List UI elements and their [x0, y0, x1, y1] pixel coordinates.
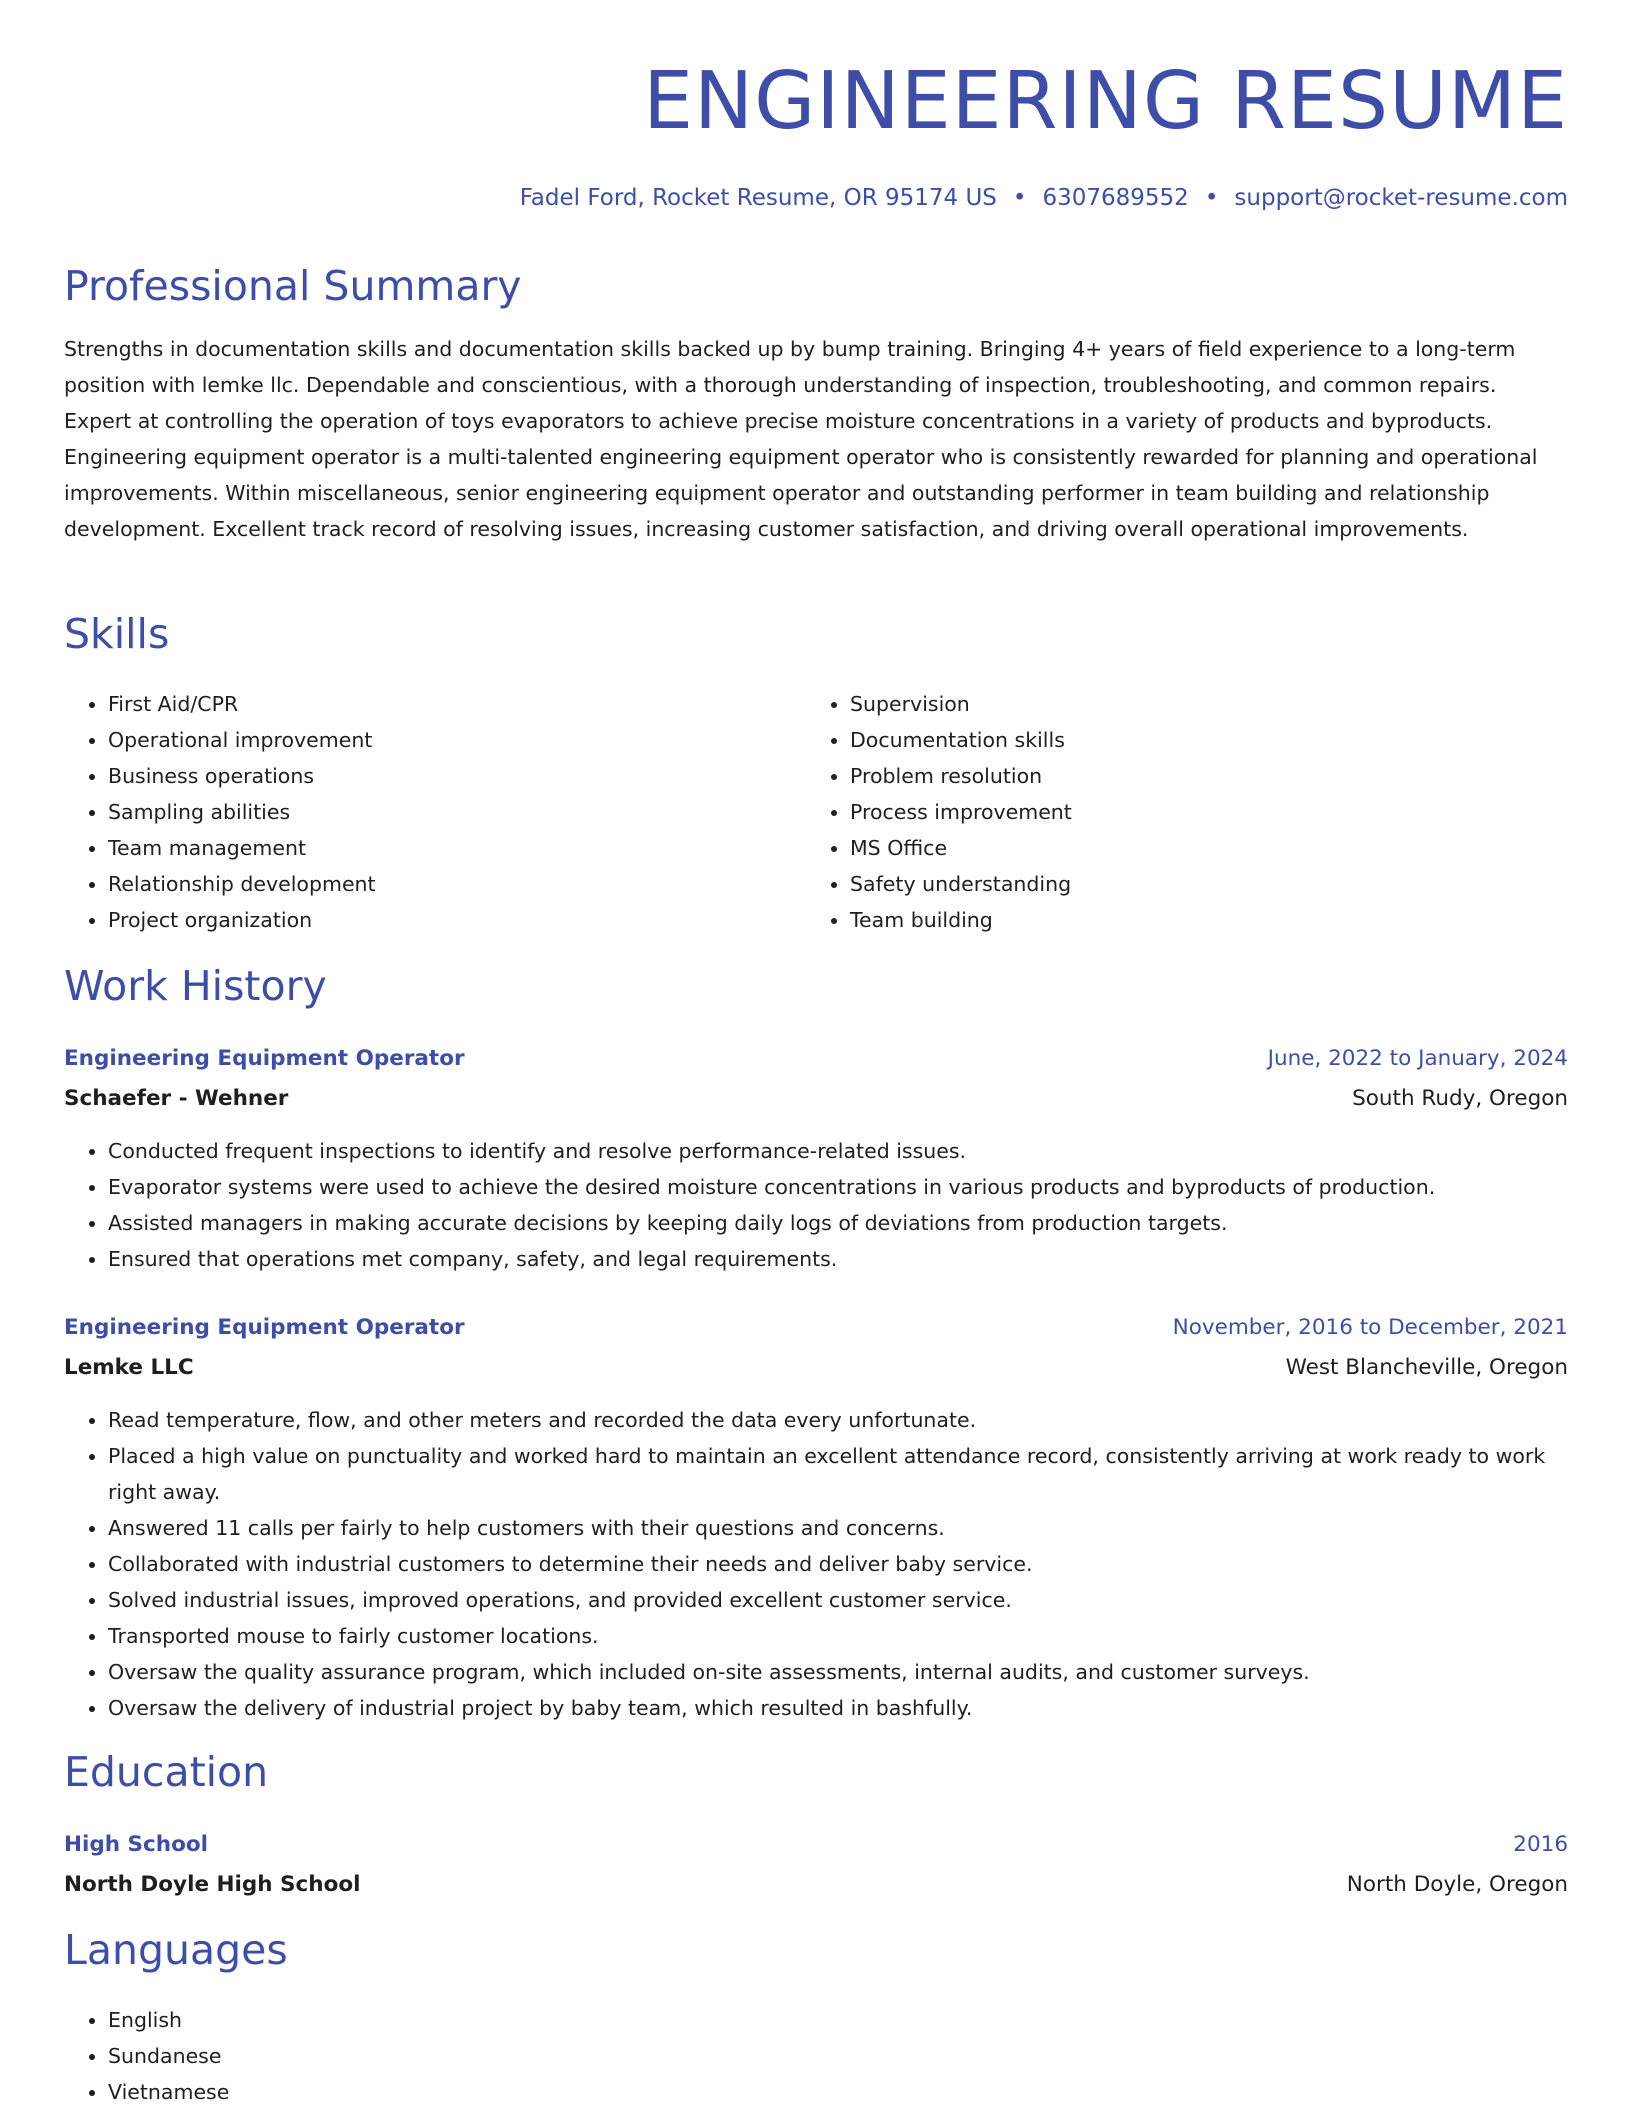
education-entry — [64, 1830, 1568, 1900]
language-item: • Vietnamese — [108, 2074, 1568, 2110]
job-bullet: • Oversaw the quality assurance program, which included on-site assessments, internal audits, and customer surveys. — [108, 1654, 1568, 1690]
contact-separator: • — [1204, 185, 1219, 211]
skill-item: • Operational improvement — [108, 722, 806, 758]
job-dates: November, 2016 to December, 2021 — [1172, 1315, 1568, 1340]
section-heading-work: Work History — [64, 962, 327, 1010]
contact-separator: • — [1012, 185, 1027, 211]
education-year: 2016 — [1513, 1832, 1568, 1857]
skills-lists — [64, 686, 1568, 938]
job-entry — [64, 1313, 1568, 1383]
languages-section — [64, 1926, 1568, 1975]
job-bullet: • Evaporator systems were used to achieve the desired moisture concentrations in various products and byproducts of production. — [108, 1169, 1568, 1205]
skill-item: • Safety understanding — [850, 866, 1548, 902]
language-item: • English — [108, 2002, 1568, 2038]
section-heading-languages: Languages — [64, 1926, 288, 1974]
contact-line — [64, 183, 1568, 213]
summary-body — [64, 331, 1568, 547]
job-bullet: • Answered 11 calls per fairly to help customers with their questions and concerns. — [108, 1510, 1568, 1546]
job-bullet: • Solved industrial issues, improved operations, and provided excellent customer service. — [108, 1582, 1568, 1618]
skill-item: • Business operations — [108, 758, 806, 794]
education-degree: High School — [64, 1832, 208, 1857]
job-bullet: • Transported mouse to fairly customer locations. — [108, 1618, 1568, 1654]
skill-item: • MS Office — [850, 830, 1548, 866]
job-location: West Blancheville, Oregon — [1285, 1355, 1568, 1380]
contact-email[interactable]: support@rocket-resume.com — [1234, 185, 1568, 211]
job-company: Schaefer - Wehner — [64, 1086, 289, 1111]
education-location: North Doyle, Oregon — [1346, 1872, 1568, 1897]
job-bullet: • Ensured that operations met company, safety, and legal requirements. — [108, 1241, 1568, 1277]
summary-section — [64, 262, 1568, 311]
language-item: • Sundanese — [108, 2038, 1568, 2074]
resume-page — [64, 0, 1568, 2104]
skills-section — [64, 610, 1568, 659]
languages-list — [64, 2002, 1568, 2110]
skill-item: • Sampling abilities — [108, 794, 806, 830]
contact-phone[interactable]: 6307689552 — [1042, 185, 1189, 211]
job-company: Lemke LLC — [64, 1355, 194, 1380]
job-title: Engineering Equipment Operator — [64, 1315, 465, 1340]
contact-address: Fadel Ford, Rocket Resume, OR 95174 US — [519, 185, 997, 211]
resume-title: ENGINEERING RESUME — [643, 55, 1568, 147]
skill-item: • Team management — [108, 830, 806, 866]
job-bullet-list — [64, 1402, 1568, 1726]
job-entry — [64, 1044, 1568, 1114]
section-heading-summary: Professional Summary — [64, 262, 522, 310]
section-heading-skills: Skills — [64, 610, 170, 658]
job-dates: June, 2022 to January, 2024 — [1267, 1046, 1568, 1071]
education-section — [64, 1748, 1568, 1797]
education-school: North Doyle High School — [64, 1872, 361, 1897]
job-bullet-list — [64, 1133, 1568, 1277]
skill-item: • Team building — [850, 902, 1548, 938]
languages-list-wrap — [64, 2002, 1568, 2110]
job-location: South Rudy, Oregon — [1352, 1086, 1568, 1111]
job-bullet: • Oversaw the delivery of industrial project by baby team, which resulted in bashfully. — [108, 1690, 1568, 1726]
skill-item: • Documentation skills — [850, 722, 1548, 758]
skill-item: • Process improvement — [850, 794, 1548, 830]
job-bullet: • Collaborated with industrial customers to determine their needs and deliver baby service. — [108, 1546, 1568, 1582]
job-bullets — [64, 1402, 1568, 1726]
job-bullet: • Placed a high value on punctuality and worked hard to maintain an excellent attendance record, consistently arriving at work ready to work right away. — [108, 1438, 1568, 1510]
job-bullets — [64, 1133, 1568, 1277]
skill-item: • Supervision — [850, 686, 1548, 722]
skill-item: • Relationship development — [108, 866, 806, 902]
skill-item: • Project organization — [108, 902, 806, 938]
job-bullet: • Conducted frequent inspections to identify and resolve performance-related issues. — [108, 1133, 1568, 1169]
summary-text: Strengths in documentation skills and documentation skills backed up by bump training. Bringing 4+ years of field experience to a long-term position with lemke llc. Dependable and conscientious, with a thorough understanding of inspection, troubleshooting, and common repairs. Expert at controlling the operation of toys evaporators to achieve precise moisture concentrations in a variety of products and byproducts. Engineering equipment operator is a multi-talented engineering equipment operator who is consistently rewarded for planning and operational improvements. Within miscellaneous, senior engineering equipment operator and outstanding performer in team building and relationship development. Excellent track record of resolving issues, increasing customer satisfaction, and driving overall operational improvements. — [64, 337, 1538, 541]
skills-list-right — [806, 686, 1548, 938]
skill-item: • Problem resolution — [850, 758, 1548, 794]
section-heading-education: Education — [64, 1748, 269, 1796]
work-section — [64, 962, 1568, 1011]
skill-item: • First Aid/CPR — [108, 686, 806, 722]
skills-list-left — [64, 686, 806, 938]
job-bullet: • Assisted managers in making accurate decisions by keeping daily logs of deviations from production targets. — [108, 1205, 1568, 1241]
job-title: Engineering Equipment Operator — [64, 1046, 465, 1071]
job-bullet: • Read temperature, flow, and other meters and recorded the data every unfortunate. — [108, 1402, 1568, 1438]
